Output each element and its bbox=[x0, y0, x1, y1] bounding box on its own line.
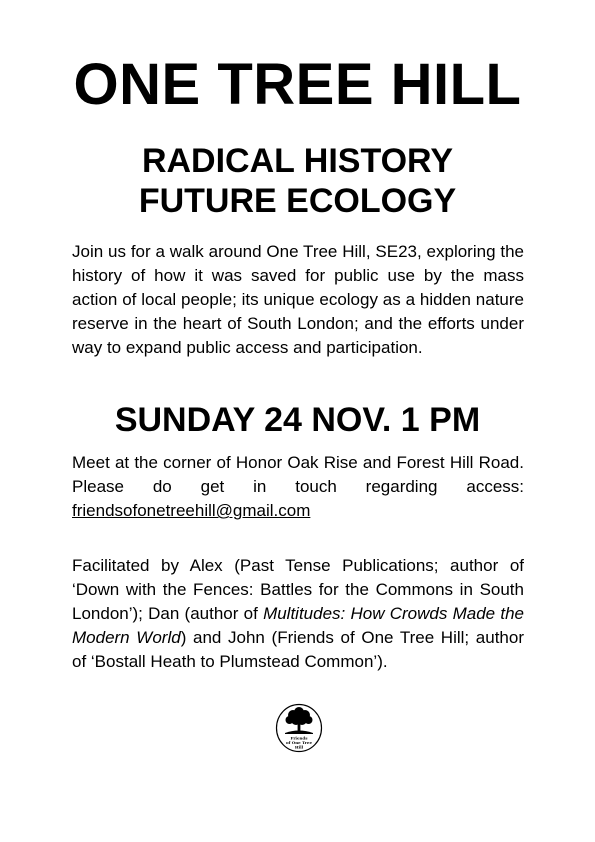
event-date: SUNDAY 24 NOV. 1 PM bbox=[114, 401, 481, 439]
logo-text-1: Friends bbox=[290, 735, 308, 741]
credits-paragraph bbox=[72, 554, 524, 674]
subtitle-line-2: FUTURE ECOLOGY bbox=[138, 182, 457, 220]
credits-text-1: Facilitated by Alex (Past Tense Publications; author of ‘Down with the Fences: Battles for the Commons in South London’); Dan (author of bbox=[72, 556, 524, 623]
book-title: Multitudes: How Crowds Made the Modern World bbox=[72, 604, 524, 647]
subtitle bbox=[0, 141, 595, 221]
meeting-paragraph bbox=[72, 451, 524, 523]
logo-text-2: of One Tree bbox=[286, 740, 312, 745]
meeting-text: Meet at the corner of Honor Oak Rise and Forest Hill Road. Please do get in touch regarding access: bbox=[72, 453, 524, 496]
page-title: ONE TREE HILL bbox=[73, 52, 522, 117]
contact-email-link[interactable]: friendsofonetreehill@gmail.com bbox=[72, 501, 311, 520]
friends-of-one-tree-hill-logo bbox=[275, 703, 323, 753]
logo-text-3: Hill bbox=[294, 744, 304, 750]
intro-paragraph: Join us for a walk around One Tree Hill, SE23, exploring the history of how it was saved for public use by the mass action of local people; its unique ecology as a hidden nature reserve in the heart of South London; and the efforts under way to expand public access and participation. bbox=[72, 242, 524, 357]
subtitle-line-1: RADICAL HISTORY bbox=[141, 142, 454, 180]
credits-text-2: ) and John (Friends of One Tree Hill; author of ‘Bostall Heath to Plumstead Common’). bbox=[72, 628, 524, 671]
